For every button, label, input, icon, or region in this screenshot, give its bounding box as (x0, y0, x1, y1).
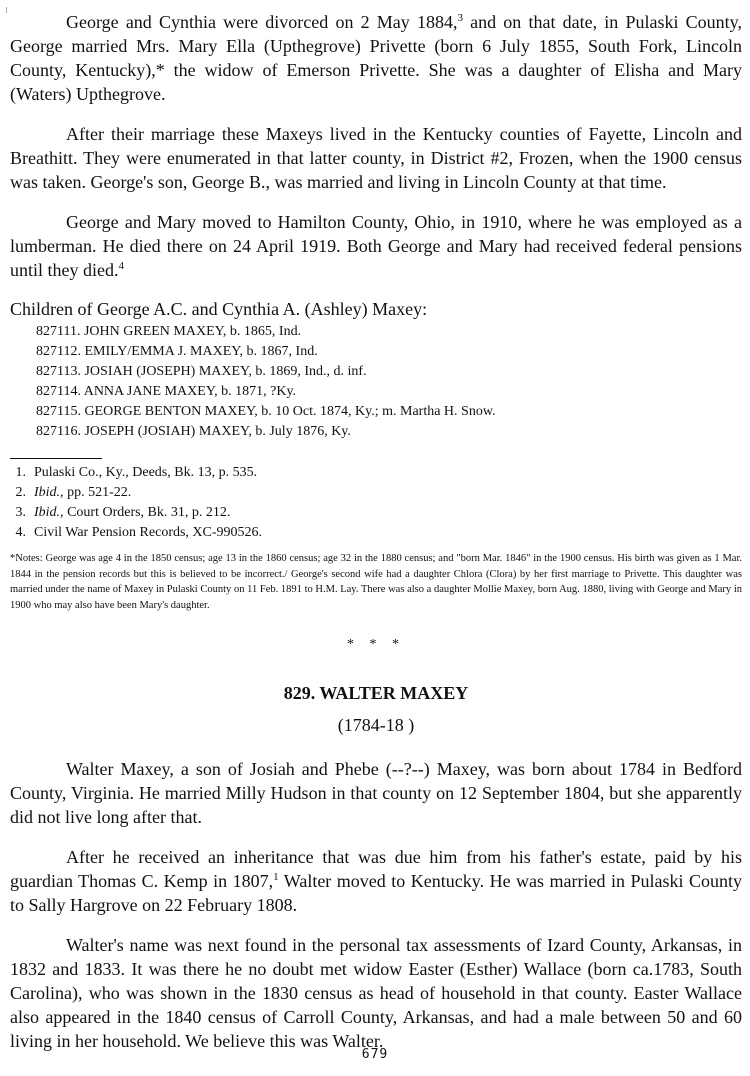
child-entry: 827111. JOHN GREEN MAXEY, b. 1865, Ind. (36, 324, 302, 339)
children-list (36, 322, 742, 442)
notes-paragraph: *Notes: George was age 4 in the 1850 census; age 13 in the 1860 census; age 32 in the 1880 census; and "born Mar. 1846" in the 1900 census. His birth was given as 1 Mar. 1844 in the pension records but this is believed to be incorrect./ George's second wife had a daughter Chlora (Clora) by her first marriage to Privette. This daughter was married under the name of Maxey in Pulaski County on 11 Feb. 1891 to H.M. Lay. There was also a daughter Mollie Maxey, born Aug. 1880, living with George and Mary in 1900 who may also have been Mary's daughter. (10, 553, 742, 611)
children-heading: Children of George A.C. and Cynthia A. (Ashley) Maxey: (10, 299, 428, 319)
section-dates: (1784-18 ) (337, 715, 415, 735)
footnote-item: 3. Ibid., Court Orders, Bk. 31, p. 212. (15, 505, 231, 520)
child-entry: 827116. JOSEPH (JOSIAH) MAXEY, b. July 1876, Ky. (36, 424, 351, 439)
footnote-divider (10, 458, 102, 459)
footnote-item: 1. Pulaski Co., Ky., Deeds, Bk. 13, p. 535. (15, 465, 258, 480)
paragraph-walter-birth: Walter Maxey, a son of Josiah and Phebe (--?--) Maxey, was born about 1784 in Bedford County, Virginia. He married Milly Hudson in that county on 12 September 1804, but she apparently did not live long after that. (10, 759, 742, 827)
child-entry: 827113. JOSIAH (JOSEPH) MAXEY, b. 1869, Ind., d. inf. (36, 364, 367, 379)
section-title: 829. WALTER MAXEY (283, 683, 469, 703)
footnote-item: 2. Ibid., pp. 521-22. (15, 485, 132, 500)
child-entry: 827112. EMILY/EMMA J. MAXEY, b. 1867, Ind. (36, 344, 318, 359)
footnote-ref-3: 3 (457, 12, 463, 24)
footnote-item: 4. Civil War Pension Records, XC-990526. (15, 525, 263, 540)
page-number: 679 (361, 1047, 389, 1062)
document-page (10, 10, 742, 1069)
section-separator: * * * (347, 637, 405, 652)
paragraph-arkansas: Walter's name was next found in the personal tax assessments of Izard County, Arkansas, in 1832 and 1833. It was there he no doubt met widow Easter (Esther) Wallace (born ca.1783, South Carolina), who was shown in the 1830 census as head of household in that county. Easter Wallace also appeared in the 1840 census of Carroll County, Arkansas, and had a male between 50 and 60 living in her household. We believe this was Walter. (10, 935, 742, 1051)
paragraph-residences: After their marriage these Maxeys lived in the Kentucky counties of Fayette, Lincoln and Breathitt. They were enumerated in that latter county, in District #2, Frozen, when the 1900 census was taken. George's son, George B., was married and living in Lincoln County at that time. (10, 124, 742, 192)
footnote-ref-1: 1 (273, 871, 279, 883)
paragraph-divorce-remarriage: George and Cynthia were divorced on 2 May 1884,$^3$ and on that date, in Pulaski County, George married Mrs. Mary Ella (Upthegrove) Privette (born 6 July 1855, South Fork, Lincoln County, Kentucky),* the widow of Emerson Privette. She was a daughter of Elisha and Mary (Waters) Upthegrove. (10, 12, 742, 104)
paragraph-hamilton-county: George and Mary moved to Hamilton County, Ohio, in 1910, where he was employed as a lumberman. He died there on 24 April 1919. Both George and Mary had received federal pensions until they died.$^4$ (10, 212, 742, 280)
child-entry: 827115. GEORGE BENTON MAXEY, b. 10 Oct. 1874, Ky.; m. Martha H. Snow. (36, 404, 496, 419)
child-entry: 827114. ANNA JANE MAXEY, b. 1871, ?Ky. (36, 384, 297, 399)
scan-artifact (6, 7, 7, 13)
footnote-ref-4: 4 (118, 260, 124, 272)
paragraph-inheritance: After he received an inheritance that was due him from his father's estate, paid by his guardian Thomas C. Kemp in 1807,$^1$ Walter moved to Kentucky. He was married in Pulaski County to Sally Hargrove on 22 February 1808. (10, 847, 742, 915)
footnotes-list (10, 463, 742, 543)
